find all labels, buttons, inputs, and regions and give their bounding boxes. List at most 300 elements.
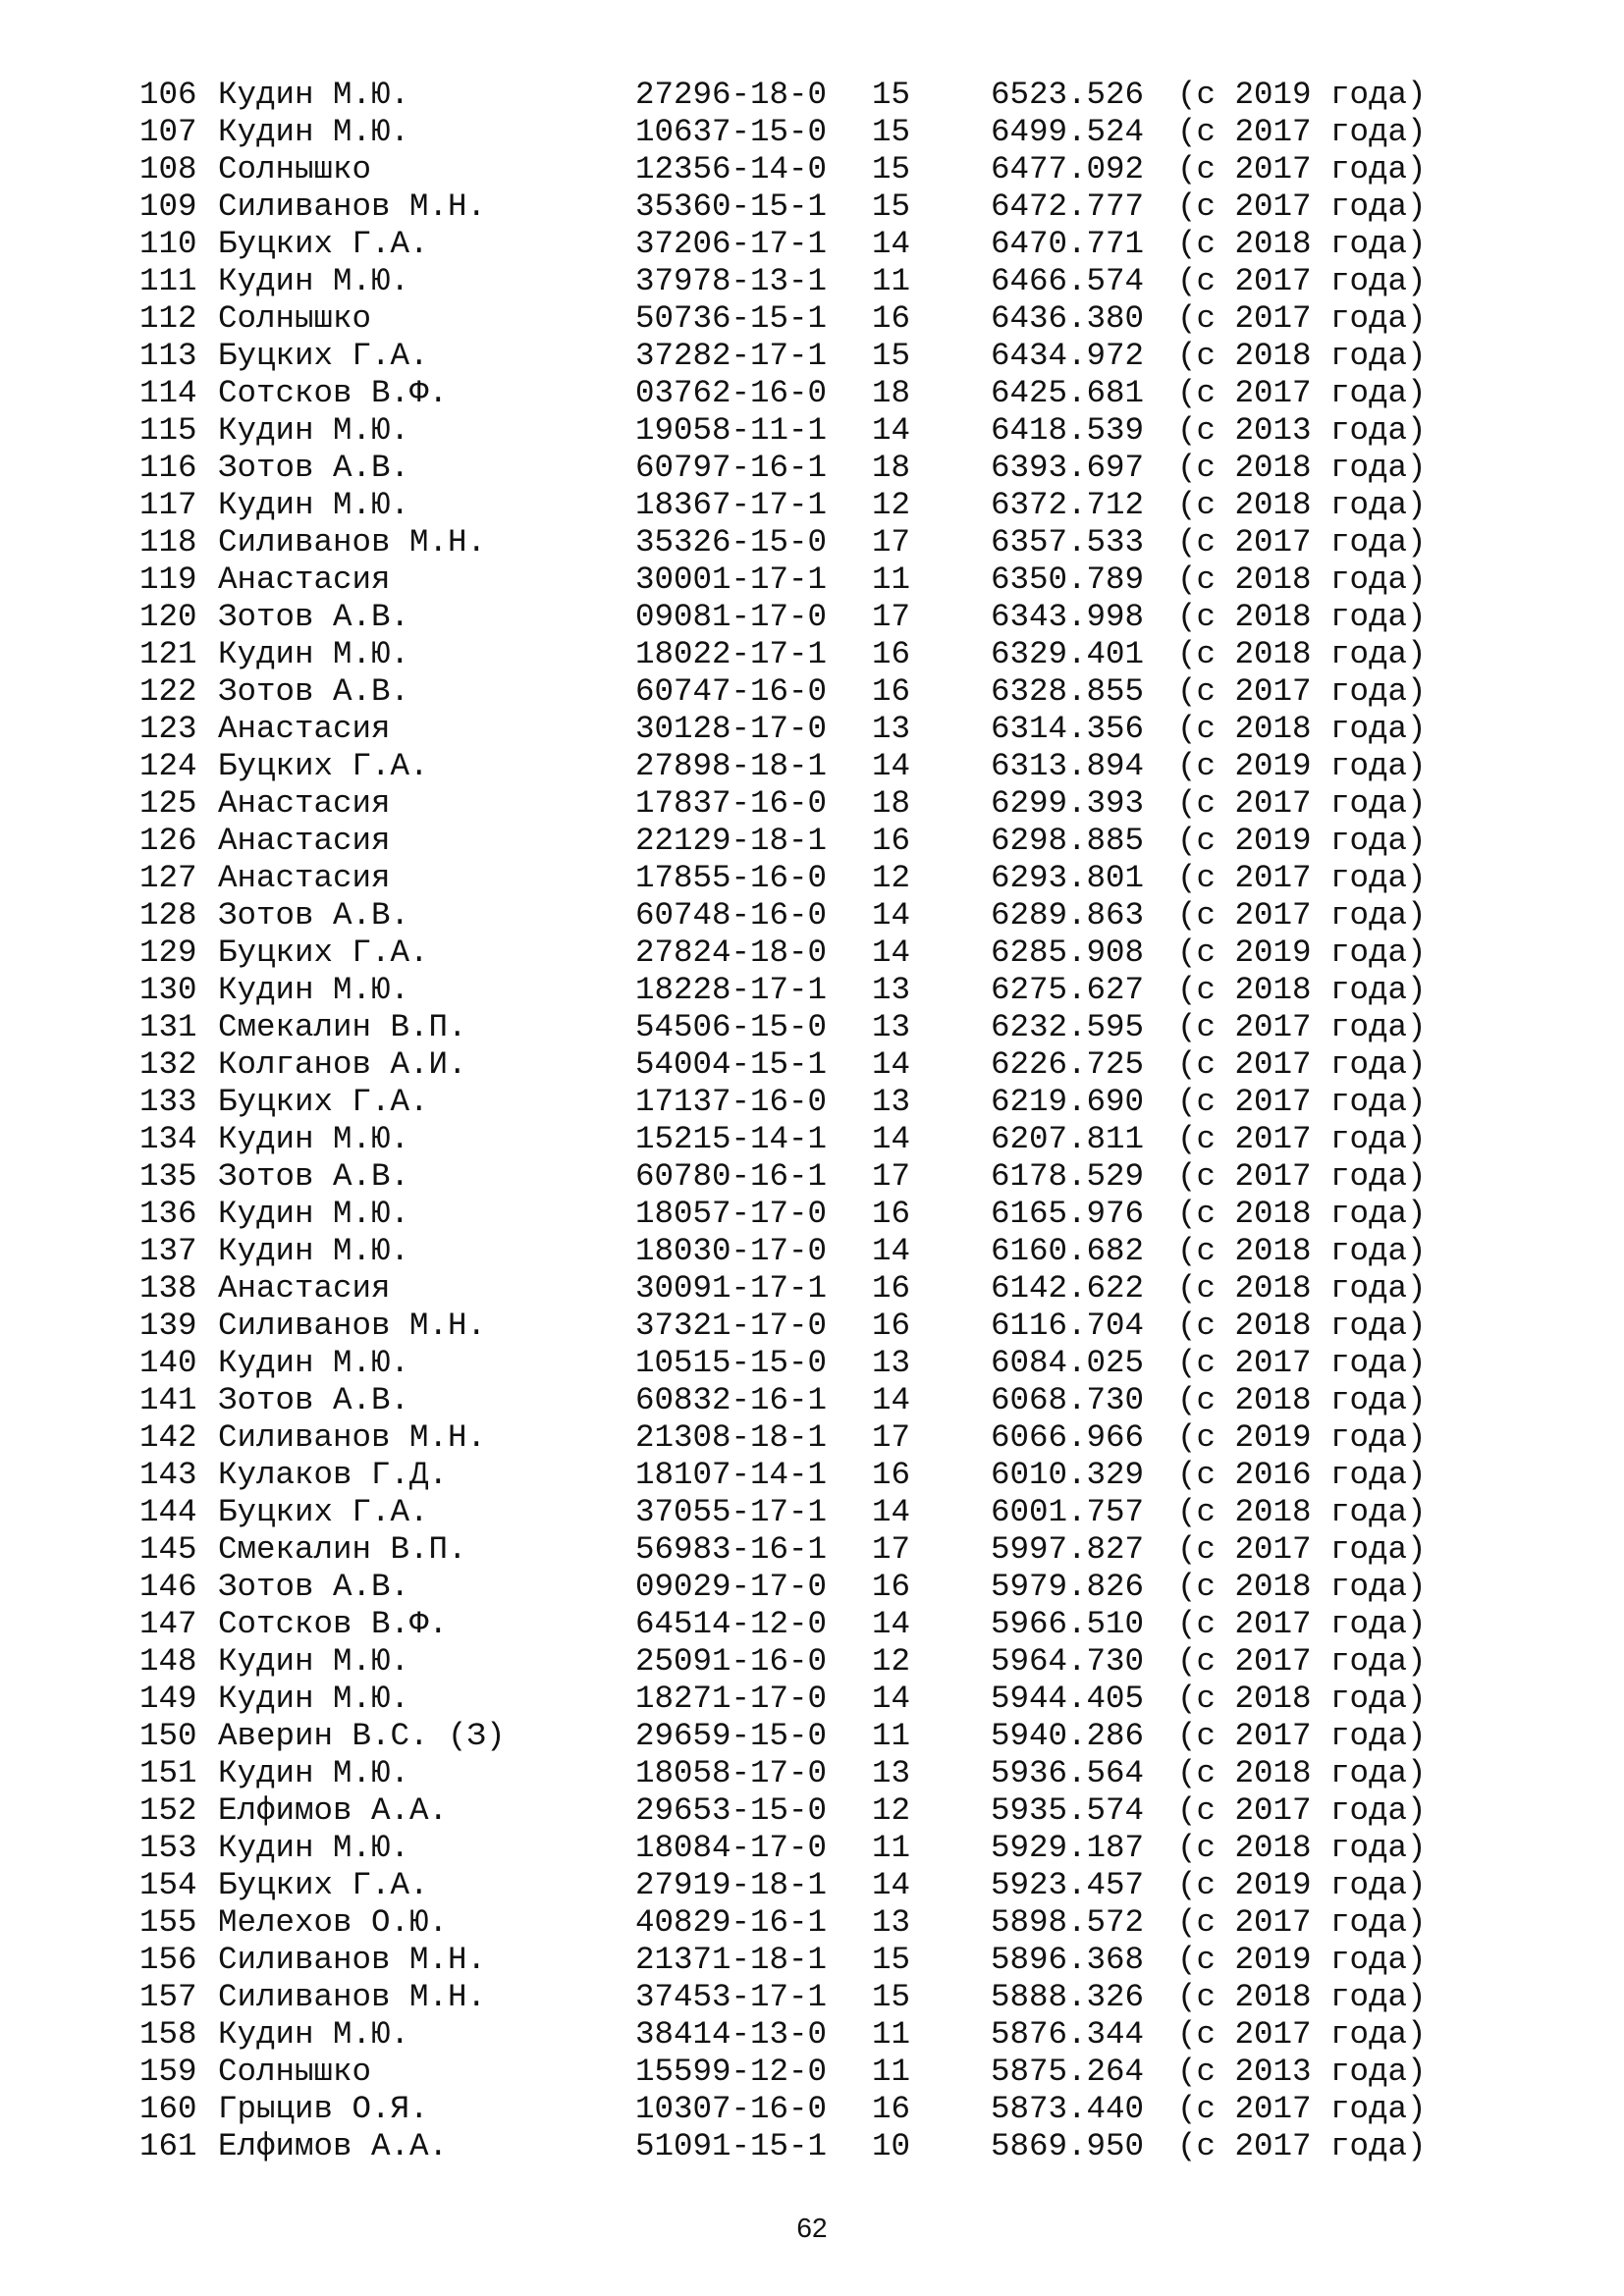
record-code: 51091-15-1: [635, 2128, 828, 2164]
owner-name: Анастасия: [218, 860, 391, 896]
score-value: 6001.757: [991, 1494, 1145, 1530]
row-number: 118: [139, 524, 197, 561]
owner-name: Кудин М.Ю.: [218, 114, 410, 150]
record-code: 15215-14-1: [635, 1121, 828, 1157]
record-code: 18271-17-0: [635, 1681, 828, 1717]
row-number: 122: [139, 673, 197, 710]
score-value: 5929.187: [991, 1830, 1145, 1866]
score-value: 6084.025: [991, 1345, 1145, 1381]
score-value: 6523.526: [991, 77, 1145, 113]
row-number: 141: [139, 1382, 197, 1418]
length-value: 14: [872, 1233, 911, 1269]
row-number: 150: [139, 1718, 197, 1754]
score-value: 6343.998: [991, 599, 1145, 635]
length-value: 14: [872, 1121, 911, 1157]
row-number: 138: [139, 1270, 197, 1307]
score-value: 6116.704: [991, 1308, 1145, 1344]
length-value: 15: [872, 188, 911, 225]
row-number: 108: [139, 151, 197, 187]
owner-name: Грыцив О.Я.: [218, 2091, 429, 2127]
since-year: (с 2018 года): [1177, 1569, 1427, 1605]
owner-name: Колганов А.И.: [218, 1046, 467, 1083]
record-code: 37453-17-1: [635, 1979, 828, 2015]
length-value: 16: [872, 1457, 911, 1493]
since-year: (с 2019 года): [1177, 934, 1427, 971]
since-year: (с 2019 года): [1177, 823, 1427, 859]
score-value: 6293.801: [991, 860, 1145, 896]
record-code: 60747-16-0: [635, 673, 828, 710]
length-value: 13: [872, 711, 911, 747]
length-value: 14: [872, 1681, 911, 1717]
record-code: 18084-17-0: [635, 1830, 828, 1866]
length-value: 13: [872, 1009, 911, 1045]
since-year: (с 2017 года): [1177, 300, 1427, 337]
record-code: 27919-18-1: [635, 1867, 828, 1903]
score-value: 5876.344: [991, 2016, 1145, 2053]
owner-name: Кудин М.Ю.: [218, 636, 410, 672]
length-value: 14: [872, 1494, 911, 1530]
row-number: 158: [139, 2016, 197, 2053]
score-value: 6219.690: [991, 1084, 1145, 1120]
row-number: 134: [139, 1121, 197, 1157]
score-value: 6207.811: [991, 1121, 1145, 1157]
since-year: (с 2017 года): [1177, 375, 1427, 411]
owner-name: Анастасия: [218, 823, 391, 859]
score-value: 6393.697: [991, 450, 1145, 486]
since-year: (с 2017 года): [1177, 2128, 1427, 2164]
since-year: (с 2017 года): [1177, 897, 1427, 934]
row-number: 115: [139, 412, 197, 449]
row-number: 159: [139, 2054, 197, 2090]
owner-name: Анастасия: [218, 785, 391, 822]
row-number: 116: [139, 450, 197, 486]
row-number: 120: [139, 599, 197, 635]
owner-name: Зотов А.В.: [218, 673, 410, 710]
row-number: 124: [139, 748, 197, 784]
owner-name: Буцких Г.А.: [218, 1494, 429, 1530]
score-value: 6470.771: [991, 226, 1145, 262]
score-value: 6314.356: [991, 711, 1145, 747]
score-value: 6372.712: [991, 487, 1145, 523]
score-value: 6165.976: [991, 1196, 1145, 1232]
length-value: 14: [872, 748, 911, 784]
score-value: 5979.826: [991, 1569, 1145, 1605]
row-number: 123: [139, 711, 197, 747]
score-value: 5869.950: [991, 2128, 1145, 2164]
record-code: 30091-17-1: [635, 1270, 828, 1307]
record-code: 60780-16-1: [635, 1158, 828, 1195]
record-code: 17837-16-0: [635, 785, 828, 822]
owner-name: Сотсков В.Ф.: [218, 375, 449, 411]
owner-name: Силиванов М.Н.: [218, 524, 487, 561]
owner-name: Кудин М.Ю.: [218, 1345, 410, 1381]
since-year: (с 2017 года): [1177, 860, 1427, 896]
record-code: 50736-15-1: [635, 300, 828, 337]
since-year: (с 2018 года): [1177, 1755, 1427, 1791]
since-year: (с 2016 года): [1177, 1457, 1427, 1493]
row-number: 128: [139, 897, 197, 934]
record-code: 18057-17-0: [635, 1196, 828, 1232]
length-value: 16: [872, 1270, 911, 1307]
score-value: 6477.092: [991, 151, 1145, 187]
length-value: 17: [872, 1531, 911, 1568]
owner-name: Аверин В.С. (З): [218, 1718, 506, 1754]
row-number: 131: [139, 1009, 197, 1045]
length-value: 13: [872, 1345, 911, 1381]
length-value: 17: [872, 524, 911, 561]
row-number: 152: [139, 1792, 197, 1829]
length-value: 14: [872, 934, 911, 971]
length-value: 16: [872, 300, 911, 337]
since-year: (с 2013 года): [1177, 2054, 1427, 2090]
record-code: 37055-17-1: [635, 1494, 828, 1530]
score-value: 6313.894: [991, 748, 1145, 784]
score-value: 6329.401: [991, 636, 1145, 672]
row-number: 135: [139, 1158, 197, 1195]
score-value: 6466.574: [991, 263, 1145, 299]
owner-name: Кудин М.Ю.: [218, 2016, 410, 2053]
score-value: 6436.380: [991, 300, 1145, 337]
score-value: 5896.368: [991, 1942, 1145, 1978]
record-code: 10307-16-0: [635, 2091, 828, 2127]
record-code: 29653-15-0: [635, 1792, 828, 1829]
page-number: 62: [796, 2213, 828, 2243]
record-code: 30128-17-0: [635, 711, 828, 747]
row-number: 130: [139, 972, 197, 1008]
score-value: 6142.622: [991, 1270, 1145, 1307]
row-number: 113: [139, 338, 197, 374]
owner-name: Буцких Г.А.: [218, 226, 429, 262]
record-code: 35360-15-1: [635, 188, 828, 225]
score-value: 6328.855: [991, 673, 1145, 710]
owner-name: Кудин М.Ю.: [218, 1121, 410, 1157]
row-number: 160: [139, 2091, 197, 2127]
record-code: 18367-17-1: [635, 487, 828, 523]
record-code: 38414-13-0: [635, 2016, 828, 2053]
owner-name: Солнышко: [218, 2054, 372, 2090]
since-year: (с 2013 года): [1177, 412, 1427, 449]
score-value: 6350.789: [991, 561, 1145, 598]
record-code: 60797-16-1: [635, 450, 828, 486]
score-value: 6299.393: [991, 785, 1145, 822]
record-code: 40829-16-1: [635, 1904, 828, 1941]
score-value: 5944.405: [991, 1681, 1145, 1717]
owner-name: Буцких Г.А.: [218, 338, 429, 374]
record-code: 21371-18-1: [635, 1942, 828, 1978]
row-number: 149: [139, 1681, 197, 1717]
record-code: 18022-17-1: [635, 636, 828, 672]
record-code: 37206-17-1: [635, 226, 828, 262]
since-year: (с 2017 года): [1177, 1084, 1427, 1120]
row-number: 132: [139, 1046, 197, 1083]
length-value: 16: [872, 673, 911, 710]
record-code: 21308-18-1: [635, 1419, 828, 1456]
score-value: 5898.572: [991, 1904, 1145, 1941]
since-year: (с 2018 года): [1177, 450, 1427, 486]
since-year: (с 2017 года): [1177, 1046, 1427, 1083]
score-value: 6499.524: [991, 114, 1145, 150]
row-number: 142: [139, 1419, 197, 1456]
record-code: 54506-15-0: [635, 1009, 828, 1045]
row-number: 156: [139, 1942, 197, 1978]
owner-name: Буцких Г.А.: [218, 934, 429, 971]
since-year: (с 2018 года): [1177, 1830, 1427, 1866]
length-value: 11: [872, 1718, 911, 1754]
length-value: 12: [872, 1643, 911, 1680]
record-code: 09029-17-0: [635, 1569, 828, 1605]
record-code: 27824-18-0: [635, 934, 828, 971]
length-value: 10: [872, 2128, 911, 2164]
since-year: (с 2019 года): [1177, 1942, 1427, 1978]
length-value: 15: [872, 151, 911, 187]
since-year: (с 2018 года): [1177, 1382, 1427, 1418]
length-value: 16: [872, 823, 911, 859]
since-year: (с 2017 года): [1177, 151, 1427, 187]
length-value: 12: [872, 487, 911, 523]
owner-name: Силиванов М.Н.: [218, 188, 487, 225]
length-value: 18: [872, 785, 911, 822]
row-number: 110: [139, 226, 197, 262]
length-value: 15: [872, 1979, 911, 2015]
since-year: (с 2018 года): [1177, 636, 1427, 672]
record-code: 19058-11-1: [635, 412, 828, 449]
record-code: 22129-18-1: [635, 823, 828, 859]
score-value: 6226.725: [991, 1046, 1145, 1083]
record-code: 15599-12-0: [635, 2054, 828, 2090]
owner-name: Кудин М.Ю.: [218, 1643, 410, 1680]
owner-name: Кудин М.Ю.: [218, 1681, 410, 1717]
score-value: 6232.595: [991, 1009, 1145, 1045]
length-value: 16: [872, 636, 911, 672]
owner-name: Кудин М.Ю.: [218, 1755, 410, 1791]
row-number: 119: [139, 561, 197, 598]
row-number: 153: [139, 1830, 197, 1866]
since-year: (с 2017 года): [1177, 1121, 1427, 1157]
row-number: 148: [139, 1643, 197, 1680]
length-value: 11: [872, 2054, 911, 2090]
since-year: (с 2019 года): [1177, 748, 1427, 784]
score-value: 6010.329: [991, 1457, 1145, 1493]
row-number: 126: [139, 823, 197, 859]
record-code: 03762-16-0: [635, 375, 828, 411]
owner-name: Кудин М.Ю.: [218, 972, 410, 1008]
score-value: 5936.564: [991, 1755, 1145, 1791]
row-number: 125: [139, 785, 197, 822]
length-value: 13: [872, 972, 911, 1008]
score-value: 6298.885: [991, 823, 1145, 859]
since-year: (с 2018 года): [1177, 487, 1427, 523]
since-year: (с 2018 года): [1177, 561, 1427, 598]
owner-name: Зотов А.В.: [218, 1382, 410, 1418]
record-code: 18107-14-1: [635, 1457, 828, 1493]
since-year: (с 2017 года): [1177, 1531, 1427, 1568]
since-year: (с 2017 года): [1177, 2016, 1427, 2053]
row-number: 127: [139, 860, 197, 896]
since-year: (с 2017 года): [1177, 1158, 1427, 1195]
since-year: (с 2017 года): [1177, 1345, 1427, 1381]
score-value: 6066.966: [991, 1419, 1145, 1456]
row-number: 129: [139, 934, 197, 971]
record-code: 37282-17-1: [635, 338, 828, 374]
length-value: 11: [872, 1830, 911, 1866]
score-value: 6178.529: [991, 1158, 1145, 1195]
score-value: 6434.972: [991, 338, 1145, 374]
length-value: 12: [872, 860, 911, 896]
score-value: 5873.440: [991, 2091, 1145, 2127]
score-value: 5940.286: [991, 1718, 1145, 1754]
record-code: 18058-17-0: [635, 1755, 828, 1791]
score-value: 5966.510: [991, 1606, 1145, 1642]
owner-name: Буцких Г.А.: [218, 1084, 429, 1120]
since-year: (с 2017 года): [1177, 1606, 1427, 1642]
since-year: (с 2017 года): [1177, 1643, 1427, 1680]
since-year: (с 2018 года): [1177, 1494, 1427, 1530]
since-year: (с 2018 года): [1177, 226, 1427, 262]
row-number: 145: [139, 1531, 197, 1568]
since-year: (с 2019 года): [1177, 1867, 1427, 1903]
row-number: 133: [139, 1084, 197, 1120]
owner-name: Елфимов А.А.: [218, 1792, 449, 1829]
length-value: 16: [872, 1569, 911, 1605]
length-value: 17: [872, 599, 911, 635]
row-number: 106: [139, 77, 197, 113]
since-year: (с 2017 года): [1177, 1718, 1427, 1754]
since-year: (с 2019 года): [1177, 1419, 1427, 1456]
since-year: (с 2018 года): [1177, 1270, 1427, 1307]
owner-name: Кудин М.Ю.: [218, 1196, 410, 1232]
owner-name: Сотсков В.Ф.: [218, 1606, 449, 1642]
row-number: 155: [139, 1904, 197, 1941]
record-code: 30001-17-1: [635, 561, 828, 598]
since-year: (с 2017 года): [1177, 114, 1427, 150]
row-number: 136: [139, 1196, 197, 1232]
owner-name: Силиванов М.Н.: [218, 1419, 487, 1456]
record-code: 29659-15-0: [635, 1718, 828, 1754]
record-code: 56983-16-1: [635, 1531, 828, 1568]
since-year: (с 2017 года): [1177, 188, 1427, 225]
since-year: (с 2017 года): [1177, 1792, 1427, 1829]
owner-name: Буцких Г.А.: [218, 748, 429, 784]
row-number: 161: [139, 2128, 197, 2164]
since-year: (с 2018 года): [1177, 1233, 1427, 1269]
since-year: (с 2017 года): [1177, 524, 1427, 561]
length-value: 11: [872, 2016, 911, 2053]
score-value: 6285.908: [991, 934, 1145, 971]
record-code: 54004-15-1: [635, 1046, 828, 1083]
owner-name: Солнышко: [218, 300, 372, 337]
score-value: 5997.827: [991, 1531, 1145, 1568]
since-year: (с 2018 года): [1177, 1681, 1427, 1717]
since-year: (с 2018 года): [1177, 1979, 1427, 2015]
length-value: 17: [872, 1158, 911, 1195]
record-code: 35326-15-0: [635, 524, 828, 561]
score-value: 6275.627: [991, 972, 1145, 1008]
length-value: 15: [872, 114, 911, 150]
score-value: 5935.574: [991, 1792, 1145, 1829]
length-value: 18: [872, 375, 911, 411]
owner-name: Кудин М.Ю.: [218, 263, 410, 299]
length-value: 15: [872, 77, 911, 113]
length-value: 11: [872, 561, 911, 598]
length-value: 15: [872, 338, 911, 374]
since-year: (с 2017 года): [1177, 2091, 1427, 2127]
row-number: 111: [139, 263, 197, 299]
length-value: 16: [872, 2091, 911, 2127]
owner-name: Кулаков Г.Д.: [218, 1457, 449, 1493]
row-number: 154: [139, 1867, 197, 1903]
score-value: 6160.682: [991, 1233, 1145, 1269]
score-value: 5964.730: [991, 1643, 1145, 1680]
record-code: 60832-16-1: [635, 1382, 828, 1418]
owner-name: Зотов А.В.: [218, 1569, 410, 1605]
record-code: 25091-16-0: [635, 1643, 828, 1680]
score-value: 6068.730: [991, 1382, 1145, 1418]
length-value: 16: [872, 1196, 911, 1232]
record-code: 17137-16-0: [635, 1084, 828, 1120]
owner-name: Зотов А.В.: [218, 599, 410, 635]
record-code: 09081-17-0: [635, 599, 828, 635]
owner-name: Анастасия: [218, 1270, 391, 1307]
since-year: (с 2018 года): [1177, 338, 1427, 374]
row-number: 109: [139, 188, 197, 225]
since-year: (с 2019 года): [1177, 77, 1427, 113]
row-number: 121: [139, 636, 197, 672]
score-value: 5888.326: [991, 1979, 1145, 2015]
record-code: 10637-15-0: [635, 114, 828, 150]
score-value: 6289.863: [991, 897, 1145, 934]
row-number: 117: [139, 487, 197, 523]
owner-name: Буцких Г.А.: [218, 1867, 429, 1903]
length-value: 14: [872, 1867, 911, 1903]
score-value: 6425.681: [991, 375, 1145, 411]
owner-name: Кудин М.Ю.: [218, 487, 410, 523]
record-code: 60748-16-0: [635, 897, 828, 934]
length-value: 14: [872, 412, 911, 449]
row-number: 137: [139, 1233, 197, 1269]
length-value: 13: [872, 1904, 911, 1941]
score-value: 6418.539: [991, 412, 1145, 449]
row-number: 112: [139, 300, 197, 337]
record-code: 18228-17-1: [635, 972, 828, 1008]
row-number: 151: [139, 1755, 197, 1791]
owner-name: Силиванов М.Н.: [218, 1942, 487, 1978]
score-value: 5923.457: [991, 1867, 1145, 1903]
since-year: (с 2017 года): [1177, 785, 1427, 822]
record-code: 12356-14-0: [635, 151, 828, 187]
score-value: 6357.533: [991, 524, 1145, 561]
owner-name: Анастасия: [218, 561, 391, 598]
since-year: (с 2018 года): [1177, 972, 1427, 1008]
owner-name: Смекалин В.П.: [218, 1531, 467, 1568]
length-value: 14: [872, 226, 911, 262]
owner-name: Силиванов М.Н.: [218, 1979, 487, 2015]
length-value: 14: [872, 1382, 911, 1418]
owner-name: Елфимов А.А.: [218, 2128, 449, 2164]
owner-name: Силиванов М.Н.: [218, 1308, 487, 1344]
row-number: 144: [139, 1494, 197, 1530]
record-code: 18030-17-0: [635, 1233, 828, 1269]
owner-name: Кудин М.Ю.: [218, 77, 410, 113]
record-code: 64514-12-0: [635, 1606, 828, 1642]
since-year: (с 2018 года): [1177, 599, 1427, 635]
owner-name: Зотов А.В.: [218, 450, 410, 486]
length-value: 18: [872, 450, 911, 486]
record-code: 37978-13-1: [635, 263, 828, 299]
owner-name: Зотов А.В.: [218, 897, 410, 934]
row-number: 146: [139, 1569, 197, 1605]
row-number: 157: [139, 1979, 197, 2015]
owner-name: Кудин М.Ю.: [218, 1233, 410, 1269]
